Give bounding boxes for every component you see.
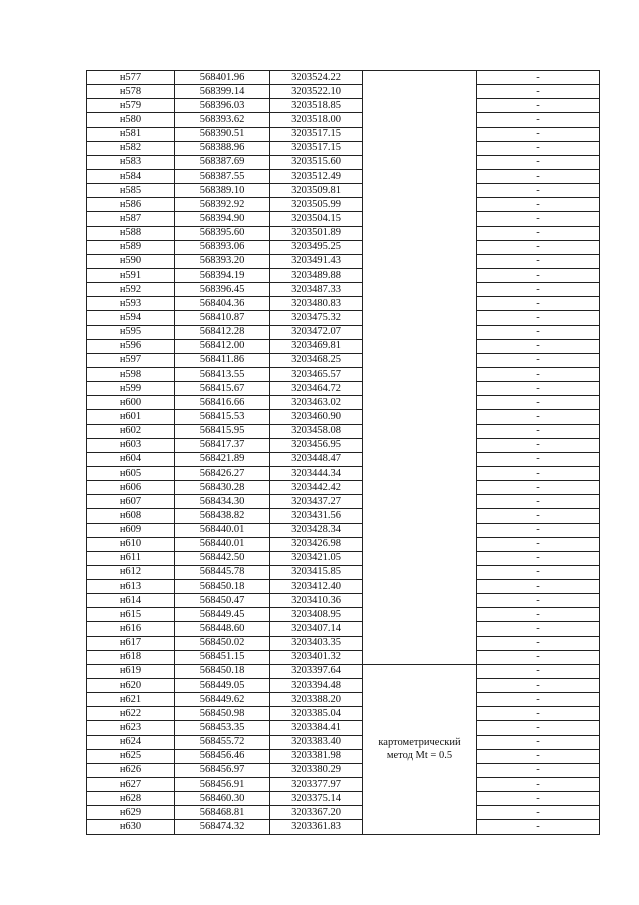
y-coordinate-cell: 3203415.85	[270, 565, 363, 579]
table-row	[87, 622, 600, 636]
error-value-cell: -	[477, 481, 600, 495]
x-coordinate-cell: 568426.27	[175, 466, 270, 480]
x-coordinate-cell: 568456.46	[175, 749, 270, 763]
error-value-cell: -	[477, 184, 600, 198]
error-value-cell: -	[477, 495, 600, 509]
error-value-cell: -	[477, 311, 600, 325]
error-value-cell: -	[477, 693, 600, 707]
table-row	[87, 99, 600, 113]
error-value-cell: -	[477, 226, 600, 240]
table-row	[87, 608, 600, 622]
x-coordinate-cell: 568412.00	[175, 339, 270, 353]
y-coordinate-cell: 3203384.41	[270, 721, 363, 735]
x-coordinate-cell: 568415.95	[175, 424, 270, 438]
point-id-cell: н581	[87, 127, 175, 141]
x-coordinate-cell: 568404.36	[175, 297, 270, 311]
point-id-cell: н590	[87, 254, 175, 268]
error-value-cell: -	[477, 792, 600, 806]
table-row	[87, 268, 600, 282]
x-coordinate-cell: 568438.82	[175, 509, 270, 523]
point-id-cell: н627	[87, 778, 175, 792]
table-row	[87, 240, 600, 254]
y-coordinate-cell: 3203407.14	[270, 622, 363, 636]
table-row	[87, 169, 600, 183]
point-id-cell: н624	[87, 735, 175, 749]
table-row	[87, 707, 600, 721]
table-row	[87, 339, 600, 353]
x-coordinate-cell: 568393.20	[175, 254, 270, 268]
table-row	[87, 763, 600, 777]
method-name: картометрический	[378, 737, 461, 749]
y-coordinate-cell: 3203518.85	[270, 99, 363, 113]
error-value-cell: -	[477, 396, 600, 410]
error-value-cell: -	[477, 565, 600, 579]
table-row	[87, 367, 600, 381]
point-id-cell: н594	[87, 311, 175, 325]
x-coordinate-cell: 568449.05	[175, 679, 270, 693]
x-coordinate-cell: 568410.87	[175, 311, 270, 325]
point-id-cell: н604	[87, 452, 175, 466]
error-value-cell: -	[477, 325, 600, 339]
y-coordinate-cell: 3203421.05	[270, 551, 363, 565]
point-id-cell: н583	[87, 155, 175, 169]
y-coordinate-cell: 3203464.72	[270, 382, 363, 396]
table-row	[87, 481, 600, 495]
table-row	[87, 509, 600, 523]
y-coordinate-cell: 3203401.32	[270, 650, 363, 664]
table-row	[87, 693, 600, 707]
point-id-cell: н620	[87, 679, 175, 693]
x-coordinate-cell: 568394.90	[175, 212, 270, 226]
error-value-cell: -	[477, 254, 600, 268]
point-id-cell: н618	[87, 650, 175, 664]
point-id-cell: н592	[87, 283, 175, 297]
point-id-cell: н580	[87, 113, 175, 127]
y-coordinate-cell: 3203383.40	[270, 735, 363, 749]
error-value-cell: -	[477, 353, 600, 367]
x-coordinate-cell: 568450.47	[175, 594, 270, 608]
point-id-cell: н617	[87, 636, 175, 650]
table-row	[87, 551, 600, 565]
x-coordinate-cell: 568411.86	[175, 353, 270, 367]
y-coordinate-cell: 3203517.15	[270, 127, 363, 141]
x-coordinate-cell: 568456.91	[175, 778, 270, 792]
point-id-cell: н610	[87, 537, 175, 551]
error-value-cell: -	[477, 268, 600, 282]
y-coordinate-cell: 3203385.04	[270, 707, 363, 721]
x-coordinate-cell: 568448.60	[175, 622, 270, 636]
table-row	[87, 721, 600, 735]
error-value-cell: -	[477, 778, 600, 792]
x-coordinate-cell: 568430.28	[175, 481, 270, 495]
error-value-cell: -	[477, 650, 600, 664]
x-coordinate-cell: 568474.32	[175, 820, 270, 834]
y-coordinate-cell: 3203375.14	[270, 792, 363, 806]
point-id-cell: н602	[87, 424, 175, 438]
x-coordinate-cell: 568456.97	[175, 763, 270, 777]
point-id-cell: н587	[87, 212, 175, 226]
table-row	[87, 311, 600, 325]
point-id-cell: н578	[87, 85, 175, 99]
error-value-cell: -	[477, 99, 600, 113]
point-id-cell: н579	[87, 99, 175, 113]
point-id-cell: н619	[87, 664, 175, 678]
point-id-cell: н613	[87, 580, 175, 594]
point-id-cell: н588	[87, 226, 175, 240]
table-row	[87, 664, 600, 678]
table-row	[87, 141, 600, 155]
table-row	[87, 297, 600, 311]
y-coordinate-cell: 3203518.00	[270, 113, 363, 127]
error-value-cell: -	[477, 141, 600, 155]
x-coordinate-cell: 568449.45	[175, 608, 270, 622]
x-coordinate-cell: 568393.62	[175, 113, 270, 127]
y-coordinate-cell: 3203517.15	[270, 141, 363, 155]
point-id-cell: н612	[87, 565, 175, 579]
point-id-cell: н611	[87, 551, 175, 565]
error-value-cell: -	[477, 438, 600, 452]
y-coordinate-cell: 3203361.83	[270, 820, 363, 834]
error-value-cell: -	[477, 523, 600, 537]
y-coordinate-cell: 3203468.25	[270, 353, 363, 367]
table-row	[87, 778, 600, 792]
table-row	[87, 127, 600, 141]
y-coordinate-cell: 3203512.49	[270, 169, 363, 183]
x-coordinate-cell: 568442.50	[175, 551, 270, 565]
x-coordinate-cell: 568415.67	[175, 382, 270, 396]
table-row	[87, 749, 600, 763]
x-coordinate-cell: 568396.45	[175, 283, 270, 297]
error-value-cell: -	[477, 622, 600, 636]
y-coordinate-cell: 3203394.48	[270, 679, 363, 693]
y-coordinate-cell: 3203437.27	[270, 495, 363, 509]
x-coordinate-cell: 568395.60	[175, 226, 270, 240]
point-id-cell: н577	[87, 71, 175, 85]
x-coordinate-cell: 568451.15	[175, 650, 270, 664]
table-row	[87, 396, 600, 410]
method-cell	[363, 664, 477, 834]
x-coordinate-cell: 568388.96	[175, 141, 270, 155]
error-value-cell: -	[477, 367, 600, 381]
table-row	[87, 452, 600, 466]
y-coordinate-cell: 3203458.08	[270, 424, 363, 438]
error-value-cell: -	[477, 636, 600, 650]
point-id-cell: н609	[87, 523, 175, 537]
y-coordinate-cell: 3203388.20	[270, 693, 363, 707]
table-row	[87, 424, 600, 438]
point-id-cell: н614	[87, 594, 175, 608]
y-coordinate-cell: 3203504.15	[270, 212, 363, 226]
table-row	[87, 523, 600, 537]
point-id-cell: н630	[87, 820, 175, 834]
y-coordinate-cell: 3203460.90	[270, 410, 363, 424]
point-id-cell: н585	[87, 184, 175, 198]
point-id-cell: н616	[87, 622, 175, 636]
y-coordinate-cell: 3203489.88	[270, 268, 363, 282]
point-id-cell: н629	[87, 806, 175, 820]
table-row	[87, 735, 600, 749]
x-coordinate-cell: 568445.78	[175, 565, 270, 579]
table-row	[87, 71, 600, 85]
table-row	[87, 537, 600, 551]
y-coordinate-cell: 3203524.22	[270, 71, 363, 85]
y-coordinate-cell: 3203410.36	[270, 594, 363, 608]
error-value-cell: -	[477, 580, 600, 594]
table-row	[87, 85, 600, 99]
point-id-cell: н600	[87, 396, 175, 410]
table-row	[87, 806, 600, 820]
error-value-cell: -	[477, 71, 600, 85]
error-value-cell: -	[477, 664, 600, 678]
point-id-cell: н622	[87, 707, 175, 721]
y-coordinate-cell: 3203505.99	[270, 198, 363, 212]
error-value-cell: -	[477, 452, 600, 466]
point-id-cell: н582	[87, 141, 175, 155]
x-coordinate-cell: 568421.89	[175, 452, 270, 466]
x-coordinate-cell: 568399.14	[175, 85, 270, 99]
point-id-cell: н586	[87, 198, 175, 212]
error-value-cell: -	[477, 806, 600, 820]
y-coordinate-cell: 3203403.35	[270, 636, 363, 650]
table-row	[87, 650, 600, 664]
point-id-cell: н589	[87, 240, 175, 254]
method-cell-empty	[363, 71, 477, 665]
point-id-cell: н596	[87, 339, 175, 353]
x-coordinate-cell: 568401.96	[175, 71, 270, 85]
point-id-cell: н605	[87, 466, 175, 480]
error-value-cell: -	[477, 85, 600, 99]
error-value-cell: -	[477, 679, 600, 693]
x-coordinate-cell: 568387.69	[175, 155, 270, 169]
table-row	[87, 679, 600, 693]
table-row	[87, 283, 600, 297]
x-coordinate-cell: 568449.62	[175, 693, 270, 707]
y-coordinate-cell: 3203448.47	[270, 452, 363, 466]
x-coordinate-cell: 568394.19	[175, 268, 270, 282]
y-coordinate-cell: 3203487.33	[270, 283, 363, 297]
table-row	[87, 565, 600, 579]
x-coordinate-cell: 568393.06	[175, 240, 270, 254]
y-coordinate-cell: 3203380.29	[270, 763, 363, 777]
error-value-cell: -	[477, 707, 600, 721]
error-value-cell: -	[477, 820, 600, 834]
table-row	[87, 325, 600, 339]
y-coordinate-cell: 3203491.43	[270, 254, 363, 268]
error-value-cell: -	[477, 594, 600, 608]
y-coordinate-cell: 3203463.02	[270, 396, 363, 410]
point-id-cell: н595	[87, 325, 175, 339]
error-value-cell: -	[477, 283, 600, 297]
y-coordinate-cell: 3203442.42	[270, 481, 363, 495]
point-id-cell: н591	[87, 268, 175, 282]
table-row	[87, 495, 600, 509]
table-row	[87, 155, 600, 169]
error-value-cell: -	[477, 410, 600, 424]
y-coordinate-cell: 3203408.95	[270, 608, 363, 622]
x-coordinate-cell: 568417.37	[175, 438, 270, 452]
y-coordinate-cell: 3203426.98	[270, 537, 363, 551]
error-value-cell: -	[477, 424, 600, 438]
x-coordinate-cell: 568440.01	[175, 523, 270, 537]
error-value-cell: -	[477, 466, 600, 480]
error-value-cell: -	[477, 721, 600, 735]
error-value-cell: -	[477, 763, 600, 777]
error-value-cell: -	[477, 297, 600, 311]
point-id-cell: н597	[87, 353, 175, 367]
coordinates-table	[86, 70, 600, 835]
error-value-cell: -	[477, 382, 600, 396]
table-row	[87, 580, 600, 594]
y-coordinate-cell: 3203501.89	[270, 226, 363, 240]
x-coordinate-cell: 568434.30	[175, 495, 270, 509]
point-id-cell: н607	[87, 495, 175, 509]
y-coordinate-cell: 3203428.34	[270, 523, 363, 537]
error-value-cell: -	[477, 537, 600, 551]
point-id-cell: н584	[87, 169, 175, 183]
table-row	[87, 636, 600, 650]
table-row	[87, 820, 600, 834]
table-row	[87, 410, 600, 424]
x-coordinate-cell: 568450.18	[175, 664, 270, 678]
y-coordinate-cell: 3203515.60	[270, 155, 363, 169]
table-row	[87, 254, 600, 268]
error-value-cell: -	[477, 198, 600, 212]
x-coordinate-cell: 568390.51	[175, 127, 270, 141]
y-coordinate-cell: 3203381.98	[270, 749, 363, 763]
y-coordinate-cell: 3203397.64	[270, 664, 363, 678]
point-id-cell: н625	[87, 749, 175, 763]
x-coordinate-cell: 568450.02	[175, 636, 270, 650]
x-coordinate-cell: 568412.28	[175, 325, 270, 339]
error-value-cell: -	[477, 113, 600, 127]
point-id-cell: н598	[87, 367, 175, 381]
table-row	[87, 438, 600, 452]
point-id-cell: н593	[87, 297, 175, 311]
x-coordinate-cell: 568453.35	[175, 721, 270, 735]
point-id-cell: н621	[87, 693, 175, 707]
y-coordinate-cell: 3203472.07	[270, 325, 363, 339]
table-row	[87, 113, 600, 127]
y-coordinate-cell: 3203456.95	[270, 438, 363, 452]
y-coordinate-cell: 3203412.40	[270, 580, 363, 594]
error-value-cell: -	[477, 127, 600, 141]
y-coordinate-cell: 3203444.34	[270, 466, 363, 480]
point-id-cell: н608	[87, 509, 175, 523]
point-id-cell: н615	[87, 608, 175, 622]
x-coordinate-cell: 568455.72	[175, 735, 270, 749]
table-row	[87, 353, 600, 367]
x-coordinate-cell: 568387.55	[175, 169, 270, 183]
x-coordinate-cell: 568392.92	[175, 198, 270, 212]
error-value-cell: -	[477, 608, 600, 622]
y-coordinate-cell: 3203495.25	[270, 240, 363, 254]
x-coordinate-cell: 568450.18	[175, 580, 270, 594]
error-value-cell: -	[477, 155, 600, 169]
y-coordinate-cell: 3203465.57	[270, 367, 363, 381]
table-row	[87, 466, 600, 480]
table-row	[87, 226, 600, 240]
error-value-cell: -	[477, 509, 600, 523]
error-value-cell: -	[477, 169, 600, 183]
y-coordinate-cell: 3203377.97	[270, 778, 363, 792]
coordinates-table-body	[87, 71, 600, 835]
table-row	[87, 792, 600, 806]
point-id-cell: н599	[87, 382, 175, 396]
y-coordinate-cell: 3203480.83	[270, 297, 363, 311]
x-coordinate-cell: 568415.53	[175, 410, 270, 424]
method-accuracy: метод Mt = 0.5	[386, 750, 453, 762]
point-id-cell: н623	[87, 721, 175, 735]
y-coordinate-cell: 3203469.81	[270, 339, 363, 353]
error-value-cell: -	[477, 339, 600, 353]
x-coordinate-cell: 568396.03	[175, 99, 270, 113]
x-coordinate-cell: 568460.30	[175, 792, 270, 806]
x-coordinate-cell: 568416.66	[175, 396, 270, 410]
error-value-cell: -	[477, 551, 600, 565]
table-row	[87, 594, 600, 608]
x-coordinate-cell: 568468.81	[175, 806, 270, 820]
y-coordinate-cell: 3203431.56	[270, 509, 363, 523]
y-coordinate-cell: 3203475.32	[270, 311, 363, 325]
point-id-cell: н626	[87, 763, 175, 777]
table-row	[87, 184, 600, 198]
error-value-cell: -	[477, 240, 600, 254]
y-coordinate-cell: 3203509.81	[270, 184, 363, 198]
x-coordinate-cell: 568440.01	[175, 537, 270, 551]
error-value-cell: -	[477, 749, 600, 763]
point-id-cell: н601	[87, 410, 175, 424]
table-row	[87, 382, 600, 396]
error-value-cell: -	[477, 212, 600, 226]
error-value-cell: -	[477, 735, 600, 749]
x-coordinate-cell: 568450.98	[175, 707, 270, 721]
x-coordinate-cell: 568389.10	[175, 184, 270, 198]
point-id-cell: н603	[87, 438, 175, 452]
table-row	[87, 198, 600, 212]
x-coordinate-cell: 568413.55	[175, 367, 270, 381]
table-row	[87, 212, 600, 226]
point-id-cell: н606	[87, 481, 175, 495]
point-id-cell: н628	[87, 792, 175, 806]
y-coordinate-cell: 3203522.10	[270, 85, 363, 99]
y-coordinate-cell: 3203367.20	[270, 806, 363, 820]
